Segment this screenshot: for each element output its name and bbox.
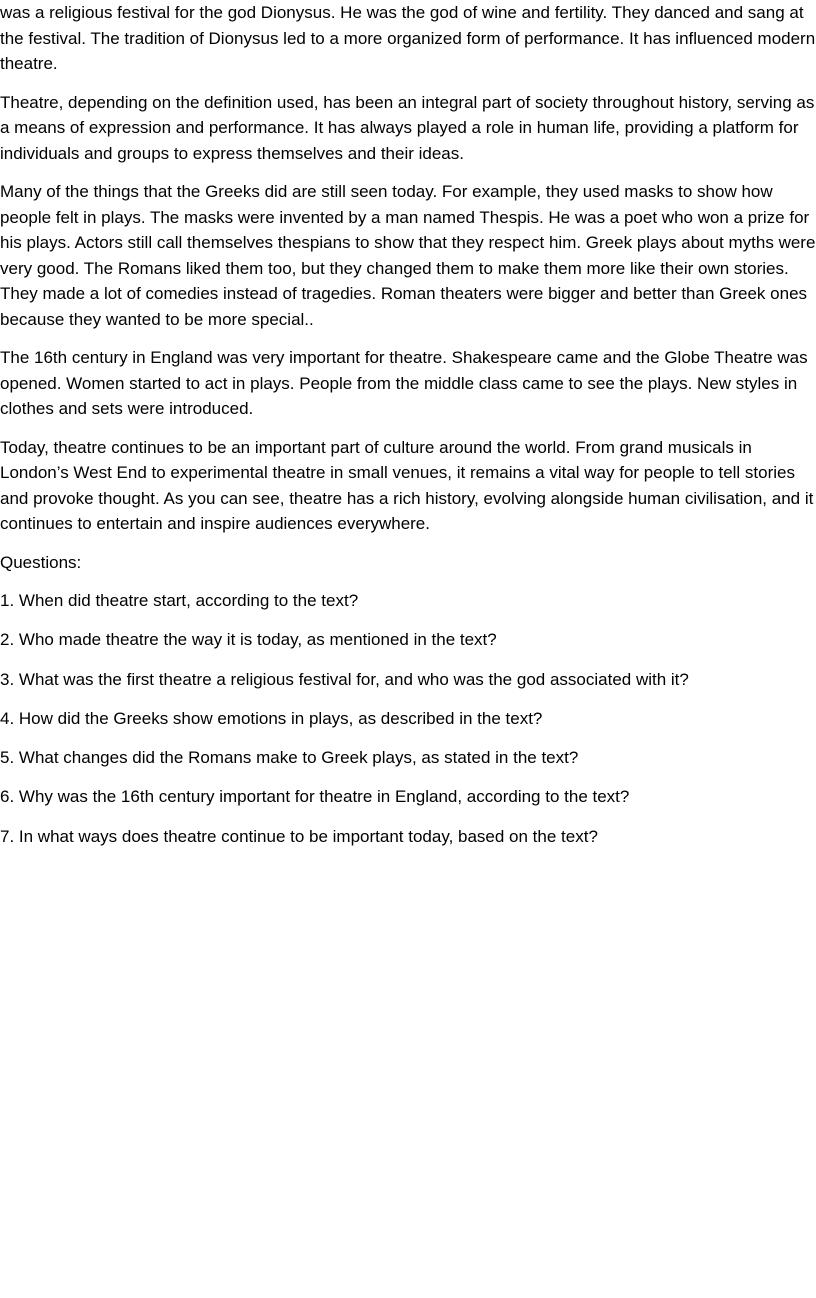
question-2: 2. Who made theatre the way it is today, as mentioned in the text? xyxy=(0,630,497,650)
questions-heading: Questions: xyxy=(0,552,82,572)
paragraph-dionysus-festival: was a religious festival for the god Dionysus. He was the god of wine and fertility. They danced and sang at the festival. The tradition of Dionysus led to a more organized form of performance. It has influenced modern theatre. xyxy=(0,3,816,73)
paragraph-theatre-today: Today, theatre continues to be an important part of culture around the world. From grand musicals in London’s West End to experimental theatre in small venues, it remains a vital way for people to tell stories and provoke thought. As you can see, theatre has a rich history, evolving alongside human civilisation, and it continues to entertain and inspire audiences everywhere. xyxy=(0,437,814,533)
question-6: 6. Why was the 16th century important for theatre in England, according to the text? xyxy=(0,787,630,807)
paragraph-16th-century-england: The 16th century in England was very important for theatre. Shakespeare came and the Globe Theatre was opened. Women started to act in plays. People from the middle class came to see the plays. New styles in clothes and sets were introduced. xyxy=(0,348,808,418)
question-7: 7. In what ways does theatre continue to be important today, based on the text? xyxy=(0,826,598,846)
question-5: 5. What changes did the Romans make to Greek plays, as stated in the text? xyxy=(0,748,579,768)
question-1: 1. When did theatre start, according to the text? xyxy=(0,591,359,610)
paragraph-theatre-definition: Theatre, depending on the definition used, has been an integral part of society throughout history, serving as a means of expression and performance. It has always played a role in human life, providing a platform for individuals and groups to express themselves and their ideas. xyxy=(0,92,815,163)
question-4: 4. How did the Greeks show emotions in plays, as described in the text? xyxy=(0,708,543,728)
question-3: 3. What was the first theatre a religious festival for, and who was the god associated with it? xyxy=(0,669,689,689)
paragraph-greeks-and-romans: Many of the things that the Greeks did are still seen today. For example, they used masks to show how people felt in plays. The masks were invented by a man named Thespis. He was a poet who won a prize for his plays. Actors still call themselves thespians to show that they respect him. Greek plays about myths were very good. The Romans liked them too, but they changed them to make them more like their own stories. They made a lot of comedies instead of tragedies. Roman theaters were bigger and better than Greek ones because they wanted to be more special.. xyxy=(0,182,816,329)
